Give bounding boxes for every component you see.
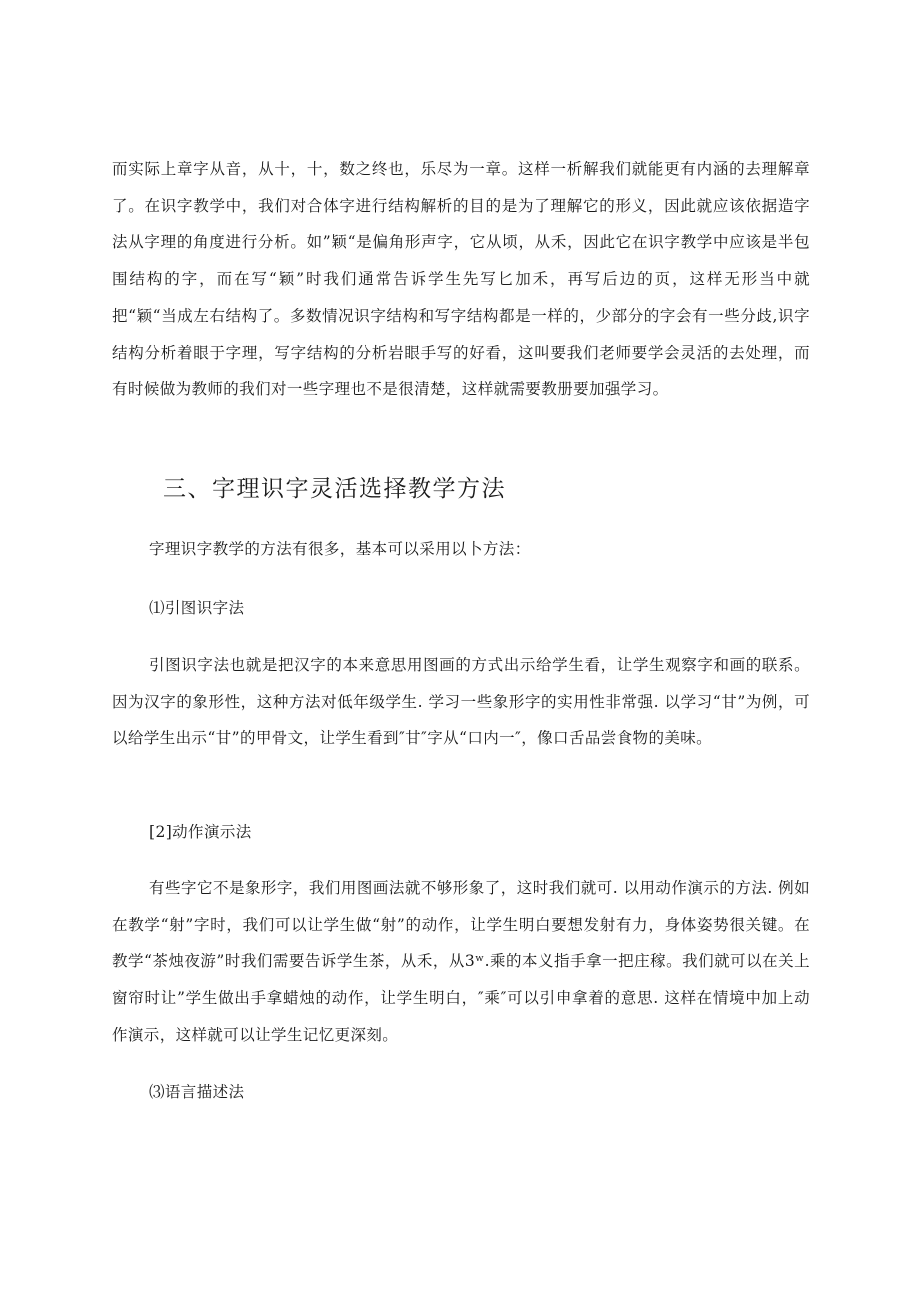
section-intro: 字理识字教学的方法有很多，基本可以采用以卜方法：: [149, 540, 531, 558]
method-2-heading: [2]动作演示法: [149, 823, 252, 841]
method-3-heading: ⑶语言描述法: [149, 1083, 245, 1101]
method-2-text: 有些字它不是象形字，我们用图画法就不够形象了，这时我们就可. 以用动作演示的方法. 例如在教学“射”字时，我们可以让学生做“射”的动作，让学生明白要想发射有力，身体姿势很关键。在教学“茶烛夜游”时我们需要告诉学生茶，从禾，从3ʷ.乘的本义指手拿一把庄稼。我们就可以在关上窗帘时让”学生做出手拿蜡烛的动作，让学生明白，″乘″可以引申拿着的意思. 这样在情境中加上动作演示，这样就可以让学生记忆更深刻。: [112, 879, 810, 1044]
method-1-text: 引图识字法也就是把汉字的本来意思用图画的方式出示给学生看，让学生观察字和画的联系。因为汉字的象形性，这种方法对低年级学生. 学习一些象形字的实用性非常强. 以学习“甘”为例，可以给学生出示“甘”的甲骨文，让学生看到″甘″字从“口内一″，像口舌品尝食物的美味。: [112, 656, 810, 748]
body-paragraph: 而实际上章字从音，从十，十，数之终也，乐尽为一章。这样一析解我们就能更有内涵的去理解章了。在识字教学中，我们对合体字进行结构解析的目的是为了理解它的形义，因此就应该依据造字法从字理的角度进行分析。如”颖“是偏角形声字，它从顷，从禾，因此它在识字教学中应该是半包围结构的字，而在写“颖”时我们通常告诉学生先写匕加禾，再写后边的页，这样无形当中就把“颖“当成左右结构了。多数情况识字结构和写字结构都是一样的，少部分的字会有一些分歧,识字结构分析着眼于字理，写字结构的分析岩眼手写的好看，这叫要我们老师要学会灵活的去处理，而有时候做为教师的我们对一些字理也不是很清楚，这样就需要教册要加强学习。: [112, 160, 810, 399]
section-heading: 三、字理识字灵活选择教学方法: [163, 476, 506, 502]
method-1-heading: ⑴引图识字法: [149, 599, 245, 617]
